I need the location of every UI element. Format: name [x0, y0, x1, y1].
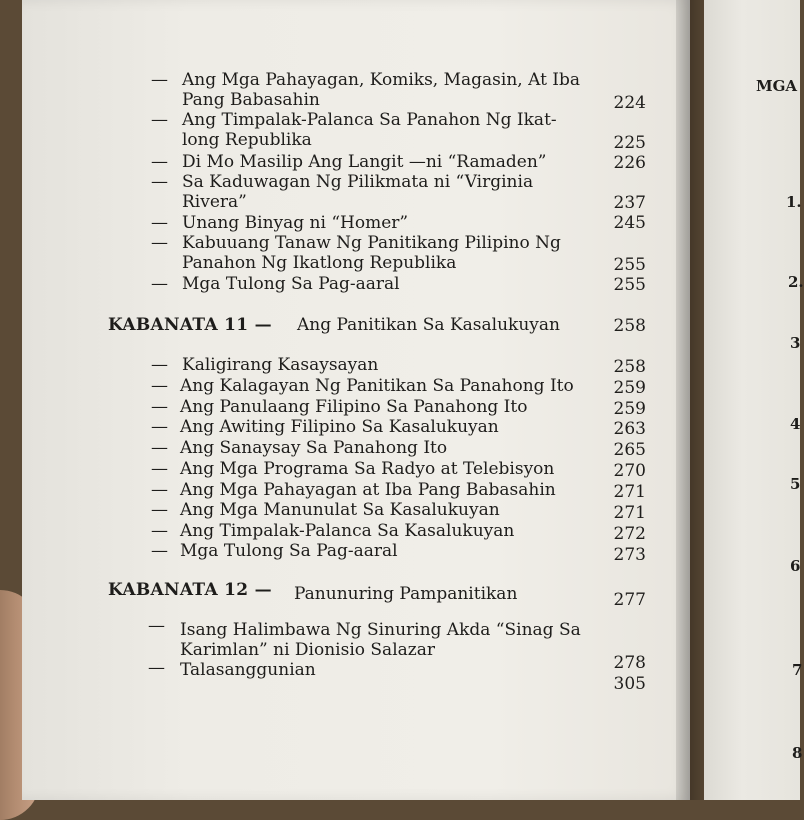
toc-entry: Sa Kaduwagan Ng Pilikmata ni “Virginia: [182, 172, 534, 192]
entry-dash: —: [151, 521, 168, 541]
entry-dash: —: [151, 172, 168, 192]
page-number: 259: [613, 378, 646, 398]
entry-dash: —: [151, 480, 168, 500]
toc-entry: Talasanggunian: [180, 660, 316, 680]
right-page: [704, 0, 803, 800]
toc-entry: Ang Mga Programa Sa Radyo at Telebisyon: [180, 459, 555, 479]
entry-dash: —: [151, 438, 168, 458]
entry-dash: —: [151, 213, 168, 233]
chapter-label: KABANATA 11 —: [108, 315, 272, 335]
page-number: 255: [613, 255, 646, 275]
entry-dash: —: [151, 233, 168, 253]
entry-dash: —: [151, 355, 168, 375]
right-page-number: 6: [790, 557, 801, 575]
toc-entry: Kaligirang Kasaysayan: [182, 355, 379, 375]
right-page-number: 1.: [786, 193, 802, 211]
entry-dash: —: [151, 500, 168, 520]
page-number: 224: [613, 93, 646, 113]
toc-entry: Ang Sanaysay Sa Panahong Ito: [180, 438, 448, 458]
toc-entry: Mga Tulong Sa Pag-aaral: [182, 274, 400, 294]
entry-dash: —: [148, 658, 165, 678]
toc-entry: Ang Mga Manunulat Sa Kasalukuyan: [180, 500, 500, 520]
page-number: 272: [613, 524, 646, 544]
entry-dash: —: [151, 152, 168, 172]
page-number: 273: [613, 545, 646, 565]
book-gutter: [676, 0, 706, 800]
page-number: 255: [613, 275, 646, 295]
page-number: 258: [613, 357, 646, 377]
toc-entry-cont: Rivera”: [182, 192, 247, 212]
right-page-number: 7: [792, 661, 803, 679]
toc-entry: Unang Binyag ni “Homer”: [182, 213, 409, 233]
page-number: 271: [613, 503, 646, 523]
toc-entry: Ang Panulaang Filipino Sa Panahong Ito: [180, 397, 528, 417]
page-number: 271: [613, 482, 646, 502]
chapter-title: Panunuring Pampanitikan: [294, 584, 518, 604]
entry-dash: —: [148, 616, 165, 636]
page-number: 237: [613, 193, 646, 213]
right-page-number: 4: [790, 415, 801, 433]
page-number: 259: [613, 399, 646, 419]
page-number: 278: [613, 653, 646, 673]
page-number: 263: [613, 419, 646, 439]
entry-dash: —: [151, 110, 168, 130]
toc-entry: Ang Mga Pahayagan at Iba Pang Babasahin: [180, 480, 556, 500]
toc-entry-cont: long Republika: [182, 130, 312, 150]
chapter-label: KABANATA 12 —: [108, 580, 272, 600]
toc-entry: Ang Timpalak-Palanca Sa Panahon Ng Ikat-: [182, 110, 557, 130]
entry-dash: —: [151, 541, 168, 561]
toc-entry: Mga Tulong Sa Pag-aaral: [180, 541, 398, 561]
right-page-number: 8: [792, 744, 803, 762]
entry-dash: —: [151, 376, 168, 396]
toc-entry: Ang Kalagayan Ng Panitikan Sa Panahong Ito: [180, 376, 574, 396]
page-number: 258: [613, 316, 646, 336]
chapter-title: Ang Panitikan Sa Kasalukuyan: [297, 315, 560, 335]
right-page-number: 3: [790, 334, 801, 352]
toc-entry-cont: Pang Babasahin: [182, 90, 320, 110]
entry-dash: —: [151, 459, 168, 479]
toc-entry-cont: Karimlan” ni Dionisio Salazar: [180, 640, 435, 660]
entry-dash: —: [151, 417, 168, 437]
page-number: 225: [613, 133, 646, 153]
entry-dash: —: [151, 397, 168, 417]
toc-entry: Kabuuang Tanaw Ng Panitikang Pilipino Ng: [182, 233, 561, 253]
page-number: 245: [613, 213, 646, 233]
toc-entry: Isang Halimbawa Ng Sinuring Akda “Sinag Sa: [180, 620, 581, 640]
right-page-heading: MGA: [756, 77, 798, 95]
right-page-number: 2.: [788, 273, 804, 291]
toc-entry-cont: Panahon Ng Ikatlong Republika: [182, 253, 457, 273]
right-page-number: 5: [790, 475, 801, 493]
toc-entry: Di Mo Masilip Ang Langit —ni “Ramaden”: [182, 152, 547, 172]
page-number: 305: [613, 674, 646, 694]
page-number: 277: [613, 590, 646, 610]
page-number: 265: [613, 440, 646, 460]
entry-dash: —: [151, 70, 168, 90]
page-number: 226: [613, 153, 646, 173]
toc-entry: Ang Timpalak-Palanca Sa Kasalukuyan: [180, 521, 515, 541]
page-number: 270: [613, 461, 646, 481]
toc-entry: Ang Mga Pahayagan, Komiks, Magasin, At Iba: [182, 70, 581, 90]
entry-dash: —: [151, 274, 168, 294]
toc-entry: Ang Awiting Filipino Sa Kasalukuyan: [180, 417, 499, 437]
